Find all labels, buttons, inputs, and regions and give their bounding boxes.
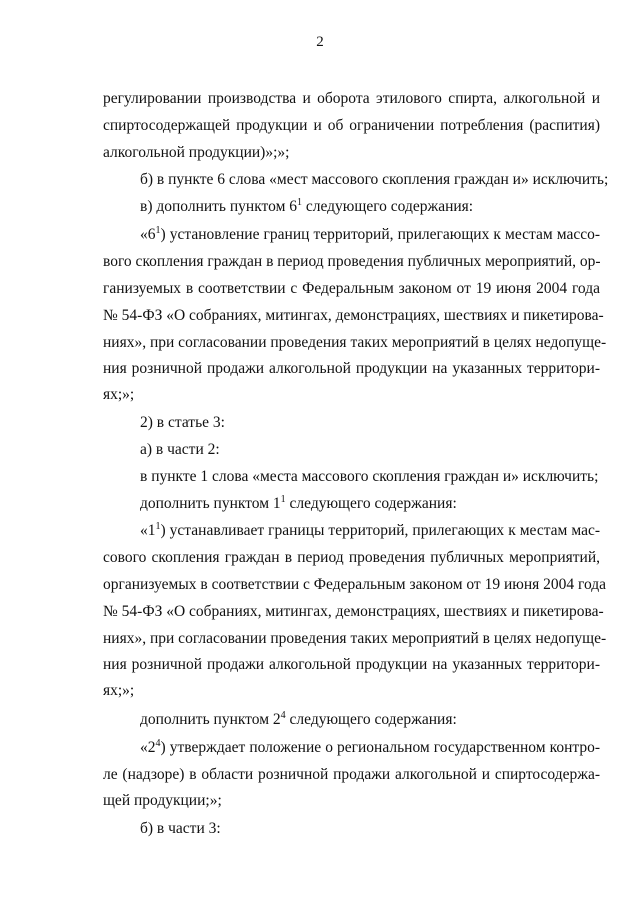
text-segment: следующего содержания: (302, 198, 474, 215)
text-segment: следующего содержания: (285, 495, 457, 512)
text-line: б) в пункте 6 слова «мест массового скопления граждан и» исключить; (140, 171, 609, 188)
text-line: ле (надзоре) в области розничной продажи алкогольной и спиртосодержа- (103, 766, 600, 783)
text-line (140, 738, 600, 758)
text-line (140, 494, 600, 514)
text-line: сового скопления граждан в период проведения публичных мероприятий, (103, 549, 600, 566)
text-line: № 54-ФЗ «О собраниях, митингах, демонстрациях, шествиях и пикетирова- (103, 603, 604, 620)
text-line (140, 225, 600, 245)
text-line: 2) в статье 3: (140, 414, 225, 431)
text-line (140, 521, 600, 541)
text-line: вого скопления граждан в период проведения публичных мероприятий, ор- (103, 253, 601, 270)
superscript: 1 (297, 197, 302, 208)
text-segment: ) установление границ территорий, прилегающих к местам массо- (160, 226, 600, 243)
text-line: организуемых в соответствии с Федеральным законом от 19 июня 2004 года (103, 576, 607, 593)
text-segment: дополнить пунктом 1 (140, 495, 281, 512)
text-line: регулировании производства и оборота этилового спирта, алкогольной и (103, 90, 600, 107)
text-line: ния розничной продажи алкогольной продукции на указанных территори- (103, 360, 600, 377)
text-line: в пункте 1 слова «места массового скопления граждан и» исключить; (140, 468, 599, 485)
superscript: 1 (155, 521, 161, 532)
text-segment: следующего содержания: (285, 711, 457, 728)
superscript: 1 (280, 494, 286, 505)
text-segment: дополнить пунктом 2 (140, 711, 281, 728)
text-line: ниях», при согласовании проведения таких мероприятий в целях недопуще- (103, 630, 607, 647)
text-segment: «6 (140, 226, 156, 243)
text-segment: ) устанавливает границы территорий, прилегающих к местам мас- (160, 522, 600, 539)
text-line: ниях», при согласовании проведения таких мероприятий в целях недопуще- (103, 334, 607, 351)
text-line: щей продукции;»; (103, 792, 222, 809)
text-segment: «1 (140, 522, 156, 539)
text-segment: ) утверждает положение о региональном государственном контро- (160, 739, 600, 756)
text-line: а) в части 2: (140, 441, 220, 458)
text-line: ях;»; (103, 386, 135, 403)
superscript: 4 (155, 738, 161, 749)
text-segment: «2 (140, 739, 156, 756)
text-line: № 54-ФЗ «О собраниях, митингах, демонстрациях, шествиях и пикетирова- (103, 307, 604, 324)
page-number: 2 (316, 34, 324, 50)
text-line: алкогольной продукции)»;»; (103, 144, 290, 161)
superscript: 1 (155, 225, 161, 236)
text-line: ях;»; (103, 682, 135, 699)
text-line: спиртосодержащей продукции и об ограничении потребления (распития) (103, 117, 600, 134)
text-line: ния розничной продажи алкогольной продукции на указанных территори- (103, 656, 600, 673)
text-segment: в) дополнить пунктом 6 (140, 198, 297, 215)
superscript: 4 (280, 710, 286, 721)
text-line: б) в части 3: (140, 820, 221, 837)
text-line (140, 197, 600, 217)
text-line: ганизуемых в соответствии с Федеральным законом от 19 июня 2004 года (103, 280, 600, 297)
text-line (140, 710, 600, 730)
